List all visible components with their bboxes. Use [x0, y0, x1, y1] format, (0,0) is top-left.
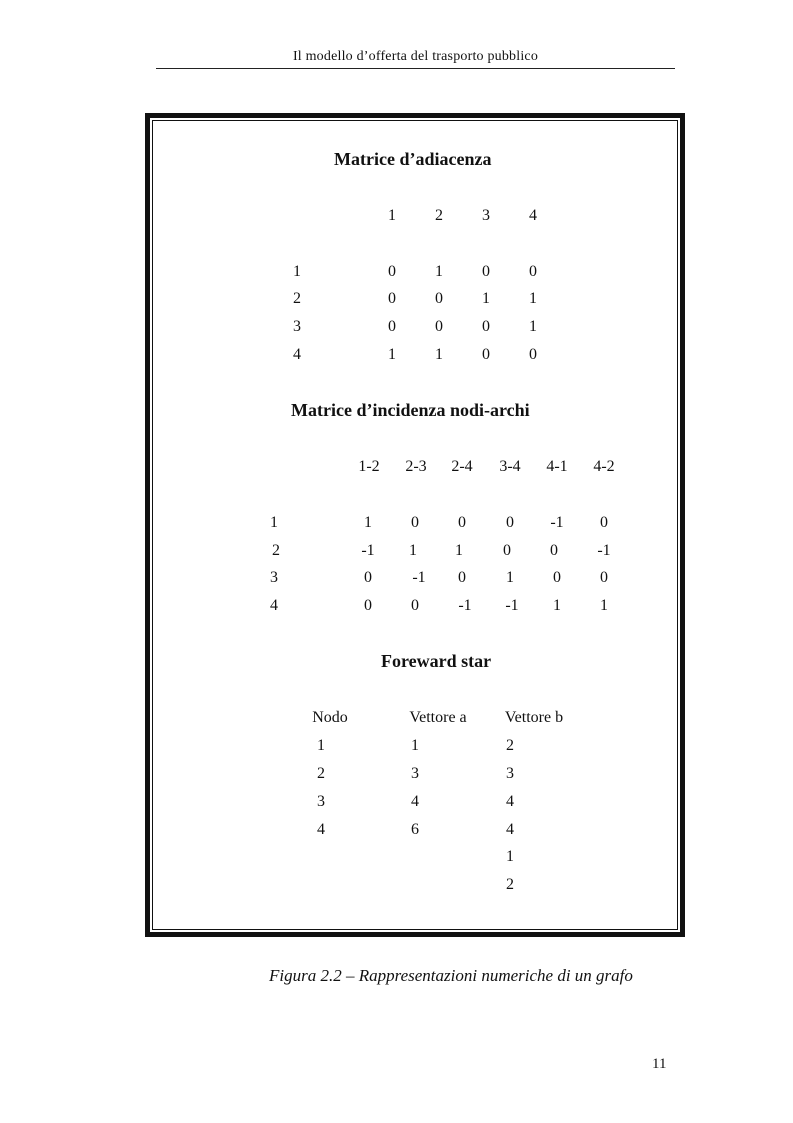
forward-star-vettore-b: 4: [506, 821, 514, 838]
incidence-col-header: 1-2: [358, 458, 380, 475]
incidence-cell: 0: [600, 514, 608, 531]
adjacency-row-label: 1: [293, 263, 301, 280]
forward-star-nodo: 2: [317, 765, 325, 782]
adjacency-row-label: 2: [293, 290, 301, 307]
forward-star-vettore-a: 1: [411, 737, 419, 754]
figure-caption: Figura 2.2 – Rappresentazioni numeriche di un grafo: [269, 966, 633, 985]
adjacency-col-header: 3: [482, 207, 490, 224]
incidence-cell: 0: [364, 597, 372, 614]
forward-star-vettore-b: 1: [506, 848, 514, 865]
adjacency-cell: 1: [529, 318, 537, 335]
adjacency-cell: 0: [529, 346, 537, 363]
incidence-col-header: 3-4: [499, 458, 521, 475]
incidence-row-label: 2: [272, 542, 280, 559]
adjacency-row-label: 4: [293, 346, 301, 363]
incidence-cell: 0: [506, 514, 514, 531]
running-head: Il modello d’offerta del trasporto pubblico: [292, 49, 539, 64]
forward-star-header-nodo: Nodo: [312, 709, 348, 726]
incidence-cell: 0: [458, 569, 466, 586]
forward-star-vettore-b: 3: [506, 765, 514, 782]
adjacency-cell: 1: [435, 346, 443, 363]
incidence-cell: -1: [597, 542, 611, 559]
forward-star-title: Foreward star: [381, 651, 492, 671]
adjacency-cell: 0: [435, 290, 443, 307]
incidence-cell: 1: [409, 542, 417, 559]
forward-star-vettore-a: 6: [411, 821, 419, 838]
adjacency-row-label: 3: [293, 318, 301, 335]
adjacency-cell: 0: [388, 318, 396, 335]
incidence-cell: 1: [506, 569, 514, 586]
incidence-cell: 0: [600, 569, 608, 586]
incidence-col-header: 2-3: [405, 458, 427, 475]
forward-star-nodo: 4: [317, 821, 325, 838]
adjacency-cell: 0: [482, 263, 490, 280]
adjacency-title: Matrice d’adiacenza: [334, 149, 492, 169]
forward-star-vettore-a: 4: [411, 793, 419, 810]
incidence-cell: 0: [553, 569, 561, 586]
incidence-cell: 0: [458, 514, 466, 531]
adjacency-col-header: 2: [435, 207, 443, 224]
adjacency-cell: 0: [482, 318, 490, 335]
forward-star-nodo: 3: [317, 793, 325, 810]
incidence-cell: 1: [455, 542, 463, 559]
incidence-cell: 1: [364, 514, 372, 531]
incidence-col-header: 4-2: [593, 458, 615, 475]
adjacency-cell: 0: [388, 290, 396, 307]
adjacency-cell: 0: [529, 263, 537, 280]
forward-star-vettore-b: 2: [506, 737, 514, 754]
adjacency-cell: 0: [435, 318, 443, 335]
incidence-title: Matrice d’incidenza nodi-archi: [291, 400, 530, 420]
page-number: 11: [652, 1056, 667, 1072]
adjacency-cell: 1: [482, 290, 490, 307]
forward-star-vettore-a: 3: [411, 765, 419, 782]
incidence-cell: 0: [503, 542, 511, 559]
forward-star-vettore-b: 4: [506, 793, 514, 810]
incidence-cell: 1: [553, 597, 561, 614]
incidence-cell: 0: [411, 597, 419, 614]
adjacency-cell: 1: [529, 290, 537, 307]
incidence-cell: 0: [411, 514, 419, 531]
adjacency-col-header: 1: [388, 207, 396, 224]
adjacency-cell: 0: [388, 263, 396, 280]
incidence-cell: 0: [550, 542, 558, 559]
adjacency-col-header: 4: [529, 207, 537, 224]
incidence-cell: 1: [600, 597, 608, 614]
forward-star-nodo: 1: [317, 737, 325, 754]
forward-star-vettore-b: 2: [506, 876, 514, 893]
adjacency-cell: 1: [388, 346, 396, 363]
incidence-row-label: 3: [270, 569, 278, 586]
incidence-col-header: 4-1: [546, 458, 568, 475]
incidence-row-label: 4: [270, 597, 278, 614]
incidence-cell: 0: [364, 569, 372, 586]
incidence-cell: -1: [458, 597, 472, 614]
adjacency-cell: 1: [435, 263, 443, 280]
header-rule: [156, 68, 675, 69]
forward-star-header-vettore-a: Vettore a: [409, 709, 467, 726]
adjacency-cell: 0: [482, 346, 490, 363]
incidence-cell: -1: [412, 569, 426, 586]
forward-star-header-vettore-b: Vettore b: [504, 709, 564, 726]
incidence-cell: -1: [505, 597, 519, 614]
incidence-col-header: 2-4: [451, 458, 473, 475]
incidence-cell: -1: [550, 514, 564, 531]
incidence-cell: -1: [361, 542, 375, 559]
incidence-row-label: 1: [270, 514, 278, 531]
